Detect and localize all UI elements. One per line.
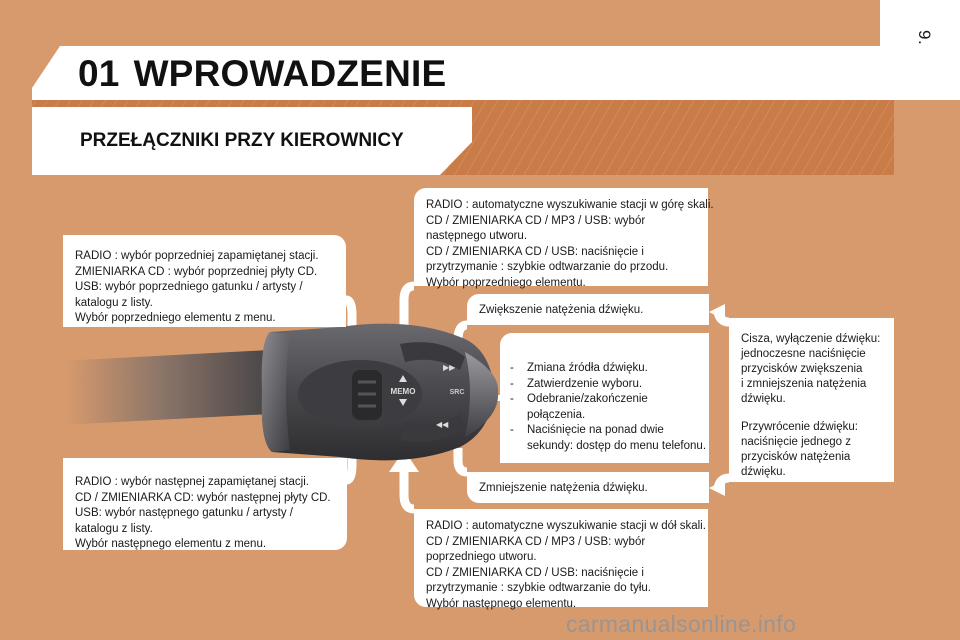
- steering-control-unit: [260, 322, 500, 462]
- callout-line: sekundy: dostęp do menu telefonu.: [527, 439, 707, 452]
- callout-line: Przywrócenie dźwięku:: [741, 421, 858, 433]
- callout-volume-down: [467, 472, 709, 503]
- callout-line: CD / ZMIENIARKA CD / USB: naciśnięcie i: [426, 245, 644, 258]
- callout-seek-up: [414, 188, 714, 289]
- seek-down-connector: [404, 470, 414, 509]
- callout-line: przytrzymanie : szybkie odtwarzanie do tyłu.: [426, 582, 651, 594]
- callout-line: przycisków zwiększenia: [741, 363, 863, 375]
- callout-wheel-down: [63, 458, 347, 550]
- callout-line: Cisza, wyłączenie dźwięku:: [741, 333, 881, 345]
- src-item: [510, 377, 709, 393]
- callout-line: poprzedniego utworu.: [426, 551, 537, 563]
- callout-line: CD / ZMIENIARKA CD / USB: naciśnięcie i: [426, 566, 644, 579]
- callout-line: Wybór poprzedniego elementu z menu.: [75, 312, 276, 324]
- callout-line: RADIO : wybór poprzedniej zapamiętanej stacji.: [75, 250, 319, 262]
- section-number: 01: [78, 53, 120, 94]
- callout-line: RADIO : automatyczne wyszukiwanie stacji w dół skali.: [426, 520, 706, 532]
- callout-seek-down: [414, 509, 708, 610]
- callout-line: - Zatwierdzenie wyboru.: [527, 377, 643, 390]
- fast-forward-icon: ▶▶: [443, 363, 456, 372]
- src-label: SRC: [449, 389, 465, 396]
- callout-line: jednoczesne naciśnięcie: [741, 348, 866, 360]
- callout-wheel-up: [63, 235, 346, 327]
- callout-line: Zwiększenie natężenia dźwięku.: [479, 304, 644, 316]
- callout-line: - Odebranie/zakończenie: [527, 393, 648, 405]
- stalk-arm: [65, 349, 285, 425]
- callout-line: RADIO : automatyczne wyszukiwanie stacji w górę skali.: [426, 199, 714, 211]
- callout-line: przycisków natężenia: [741, 451, 851, 463]
- paragraph-gap: [741, 407, 894, 420]
- callout-line: dźwięku.: [741, 466, 786, 478]
- memo-label: MEMO: [390, 387, 416, 396]
- callout-line: CD / ZMIENIARKA CD: wybór następnej płyty CD.: [75, 491, 331, 504]
- callout-line: - Naciśnięcie na ponad dwie: [527, 424, 664, 436]
- callout-line: CD / ZMIENIARKA CD / MP3 / USB: wybór: [426, 535, 646, 548]
- callout-volume-up: [467, 294, 709, 325]
- callout-line: RADIO : wybór następnej zapamiętanej stacji.: [75, 476, 309, 488]
- callout-line: CD / ZMIENIARKA CD / MP3 / USB: wybór: [426, 214, 646, 227]
- src-item: [510, 423, 709, 454]
- callout-line: USB: wybór poprzedniego gatunku / artysty /: [75, 281, 303, 293]
- callout-line: dźwięku.: [741, 393, 786, 405]
- callout-line: Wybór następnego elementu.: [426, 597, 577, 610]
- callout-line: Zmniejszenie natężenia dźwięku.: [479, 482, 648, 494]
- callout-line: przytrzymanie : szybkie odtwarzanie do przodu.: [426, 261, 669, 273]
- subtitle: PRZEŁĄCZNIKI PRZY KIEROWNICY: [80, 130, 404, 151]
- callout-line: USB: wybór następnego gatunku / artysty /: [75, 507, 293, 519]
- callout-line: katalogu z listy.: [75, 296, 153, 309]
- callout-line: ZMIENIARKA CD : wybór poprzedniej płyty CD.: [75, 265, 318, 278]
- callout-line: - Zmiana źródła dźwięku.: [527, 362, 648, 374]
- callout-line: Wybór następnego elementu z menu.: [75, 538, 267, 550]
- callout-src-button: [500, 333, 709, 463]
- callout-line: katalogu z listy.: [75, 522, 153, 535]
- callout-line: następnego utworu.: [426, 230, 528, 242]
- src-function-list: [510, 361, 709, 454]
- callout-line: Wybór poprzedniego elementu.: [426, 276, 586, 289]
- callout-line: naciśnięcie jednego z: [741, 436, 851, 448]
- callout-line: i zmniejszenia natężenia: [741, 378, 867, 390]
- section-title: WPROWADZENIE: [133, 53, 447, 94]
- src-item: [510, 361, 709, 377]
- callout-line: połączenia.: [527, 408, 586, 421]
- watermark: carmanualsonline.info: [566, 611, 797, 637]
- rewind-icon: ◀◀: [436, 420, 449, 429]
- callout-mute: [729, 318, 894, 482]
- src-item: [510, 392, 709, 423]
